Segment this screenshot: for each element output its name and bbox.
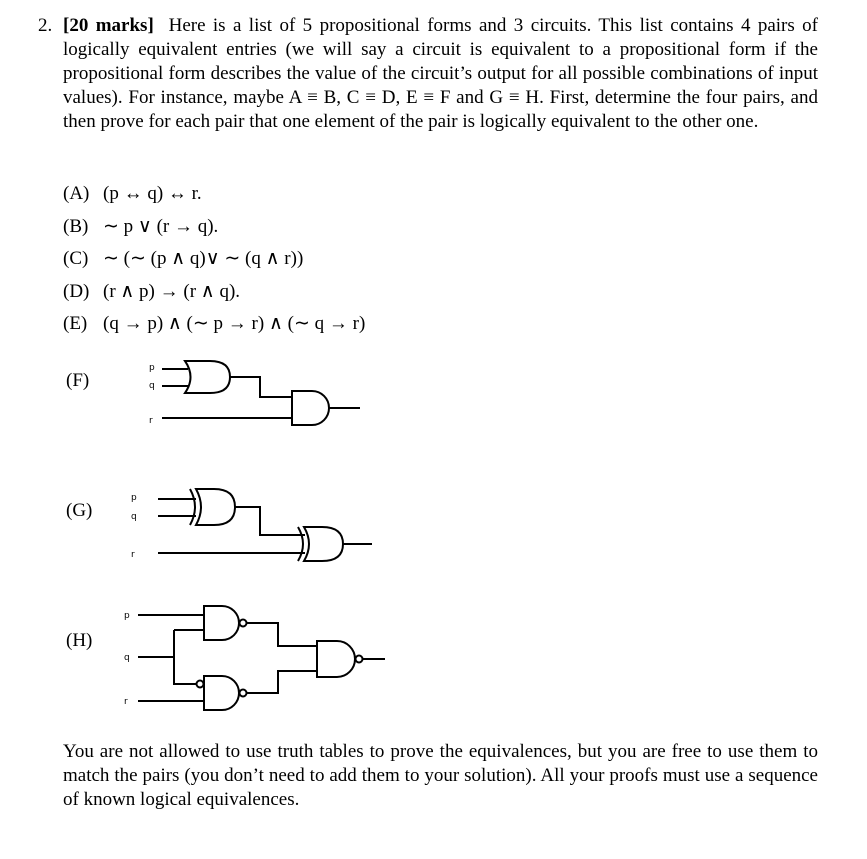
input-label-r: r [149, 416, 153, 426]
xor-gate-2 [304, 527, 343, 561]
problem-footer: You are not allowed to use truth tables to prove the equivalences, but you are free to use them to match the pairs (you don’t need to add them to your solution). All your proofs must use a sequence of known logical equivalences. [63, 741, 818, 810]
form-a [63, 178, 365, 211]
circuit-f-label: (F) [66, 370, 90, 391]
form-label: (C) [63, 248, 89, 269]
xor-gate-2-back-arc [298, 527, 303, 561]
input-label-q: q [149, 381, 155, 391]
circuit-f-diagram [120, 355, 380, 440]
form-expression: (p ↔ q) ↔ r. [103, 183, 202, 204]
xor-gate-1 [196, 489, 235, 525]
form-expression: (r ∧ p) → (r ∧ q). [103, 280, 241, 302]
form-label: (A) [63, 183, 90, 204]
circuit-h-diagram [120, 598, 400, 723]
input-label-r: r [124, 697, 128, 707]
problem-intro [63, 14, 818, 134]
form-c [63, 243, 365, 276]
input-label-q: q [131, 512, 137, 522]
wire-q-branch [174, 630, 196, 684]
circuit-h-label: (H) [66, 630, 93, 651]
nand-gate-1-bubble [240, 620, 247, 627]
form-b [63, 211, 365, 244]
form-label: (B) [63, 215, 89, 237]
circuit-g-diagram [120, 483, 390, 578]
and-gate [292, 391, 329, 425]
xor-gate-1-back-arc [190, 489, 195, 525]
nand-gate-2-bubble [240, 690, 247, 697]
problem-marks: [20 marks] [63, 15, 154, 36]
nand-gate-3 [317, 641, 355, 677]
wire-gate1-out [247, 623, 317, 646]
wire-xor1-out [235, 507, 305, 535]
form-e [63, 308, 365, 341]
input-label-p: p [149, 363, 155, 373]
form-d [63, 276, 365, 309]
problem-statement [38, 14, 818, 134]
form-expression: ∼ (∼ (p ∧ q)∨ ∼ (q ∧ r)) [103, 248, 304, 269]
form-label: (D) [63, 280, 90, 302]
or-gate [185, 361, 230, 393]
form-expression: ∼ p ∨ (r → q). [103, 215, 219, 237]
form-label: (E) [63, 313, 88, 334]
form-expression: (q → p) ∧ (∼ p → r) ∧ (∼ q → r) [103, 313, 366, 334]
nand-gate-2 [204, 676, 239, 710]
input-label-p: p [131, 493, 137, 503]
propositional-forms-list [63, 178, 365, 341]
nand-gate-1 [204, 606, 239, 640]
input-label-r: r [131, 550, 135, 560]
intro-text: Here is a list of 5 propositional forms and 3 circuits. This list contains 4 pairs of logically equivalent entries (we will say a circuit is equivalent to a propositional form if the propositional form describes the value of the circuit’s output for all possible combinations of input values). For instance, maybe A ≡ B, C ≡ D, E ≡ F and G ≡ H. First, determine the four pairs, and then prove for each pair that one element of the pair is logically equivalent to the other one. [63, 15, 819, 132]
input-label-p: p [124, 611, 130, 621]
nand-gate-3-bubble [356, 656, 363, 663]
circuit-g-label: (G) [66, 500, 93, 521]
wire-or-out [230, 377, 292, 397]
problem-number: 2. [38, 15, 53, 36]
wire-gate2-out [247, 671, 317, 693]
input-inverter-bubble [197, 681, 204, 688]
input-label-q: q [124, 653, 130, 663]
